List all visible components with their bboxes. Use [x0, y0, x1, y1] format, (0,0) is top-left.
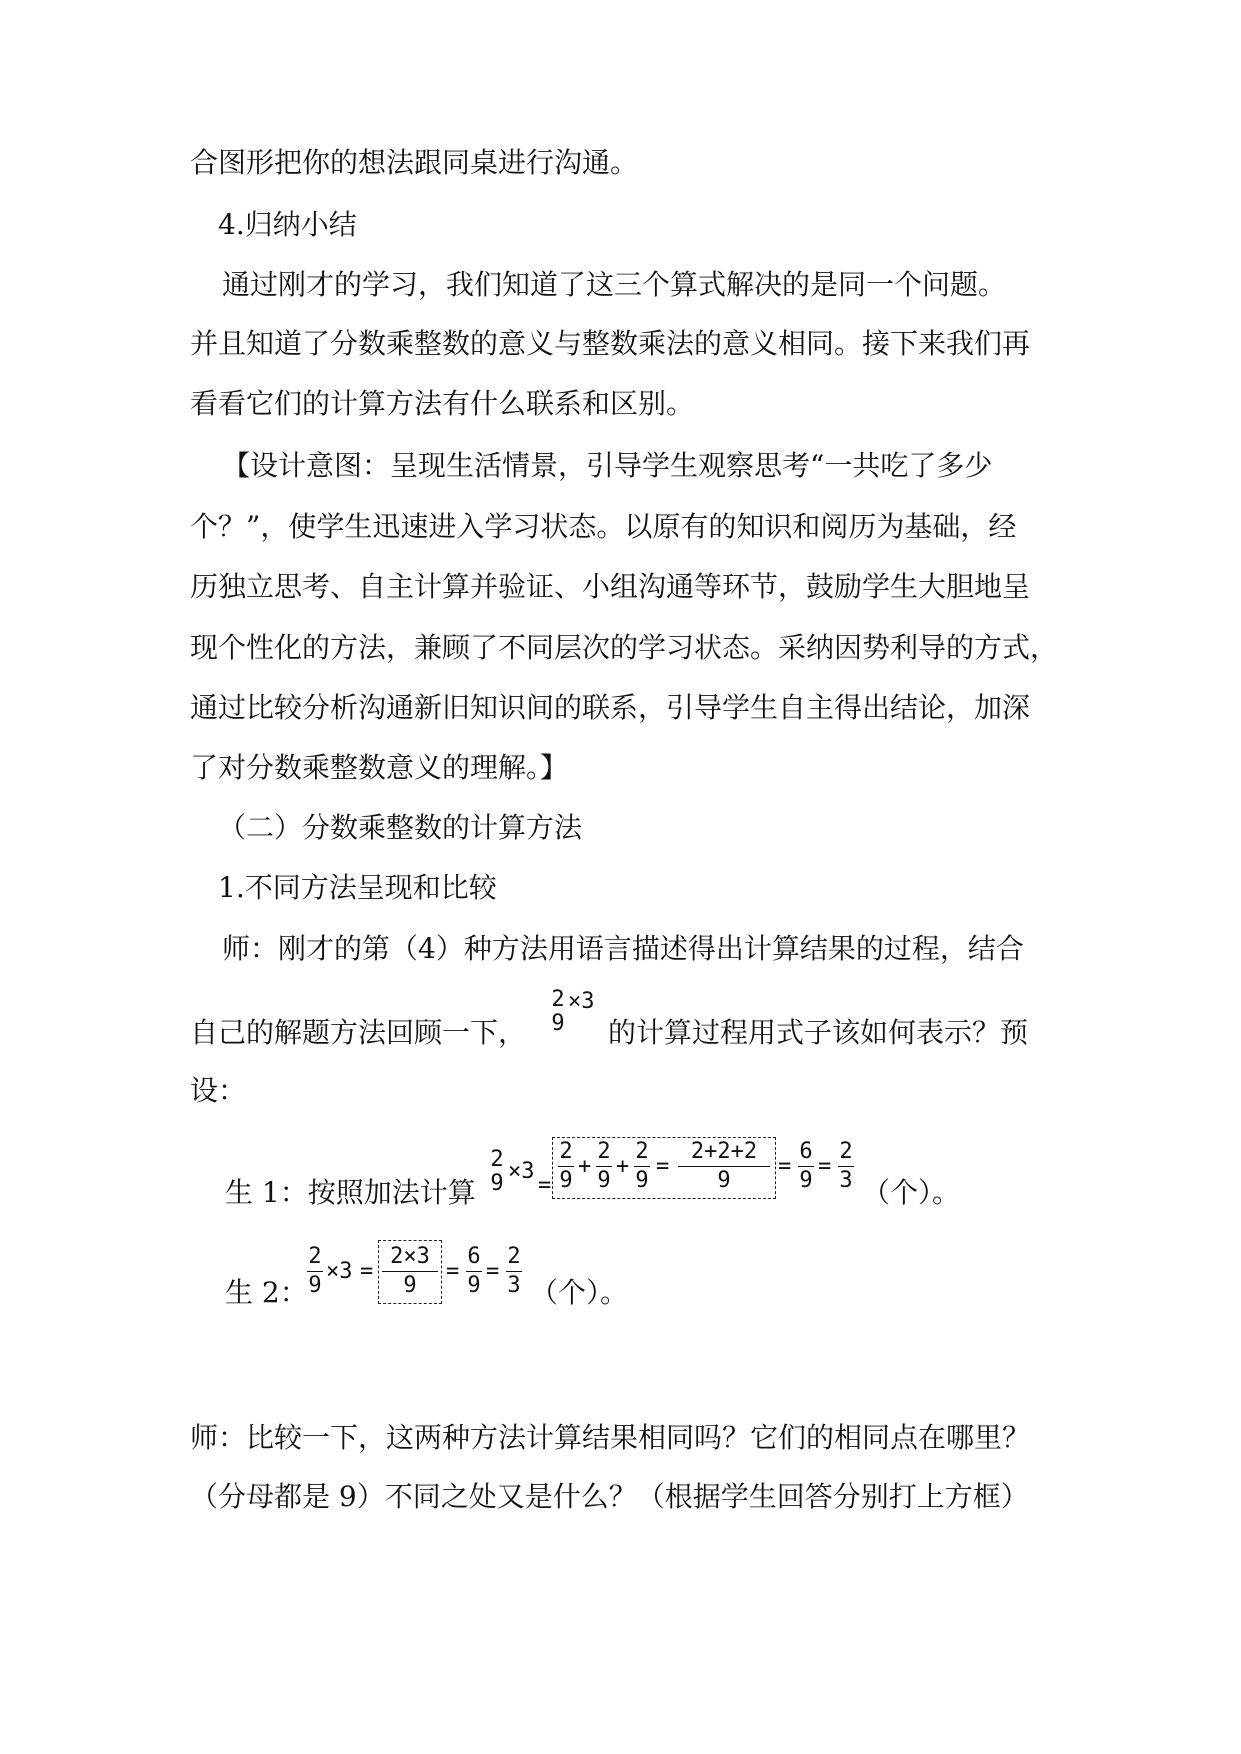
teacher-line-2-end: 的计算过程用式子该如何表示？预 — [608, 1016, 1029, 1049]
section-heading-4: 4.归纳小结 — [218, 208, 357, 241]
design-intent-line-5: 通过比较分析沟通新旧知识间的联系，引导学生自主得出结论，加深 — [190, 691, 1031, 724]
fraction-2-9: 2 9 — [551, 987, 565, 1036]
student-1-label: 生 1：按照加法计算 — [225, 1176, 476, 1209]
student-2-unit: （个）。 — [530, 1276, 629, 1309]
s1-times-three: ×3 — [508, 1159, 535, 1184]
s2-frac-prod: 2×3 9 — [382, 1245, 438, 1298]
s1-eq-4: = — [818, 1154, 832, 1179]
text-line-5: 看看它们的计算方法有什么联系和区别。 — [190, 387, 695, 420]
design-intent-line-6: 了对分数乘整数意义的理解。】 — [190, 751, 569, 784]
s2-frac-6-9: 6 9 — [467, 1244, 481, 1298]
preset-label: 设： — [190, 1074, 247, 1107]
design-intent-line-2: 个？”，使学生迅速进入学习状态。以原有的知识和阅历为基础，经 — [190, 510, 1017, 543]
s1-frac-2-3: 2 3 — [839, 1139, 853, 1193]
s1-eq-1: = — [538, 1173, 552, 1198]
s1-eq-2: = — [656, 1154, 670, 1179]
s2-eq-2: = — [446, 1259, 460, 1284]
student-1-unit: （个）。 — [862, 1176, 961, 1209]
s1-frac-2-9: 2 9 — [490, 1147, 504, 1196]
s2-frac-2-3: 2 3 — [507, 1244, 521, 1298]
s1-frac-c: 2 9 — [635, 1139, 649, 1193]
subsection-heading-1: 1.不同方法呈现和比较 — [218, 871, 497, 904]
teacher-compare-line-2: （分母都是 9）不同之处又是什么？（根据学生回答分别打上方框） — [190, 1480, 1029, 1513]
s1-plus-1: + — [578, 1154, 592, 1179]
s2-frac-2-9: 2 9 — [308, 1244, 322, 1298]
s1-frac-b: 2 9 — [597, 1139, 611, 1193]
design-intent-line-3: 历独立思考、自主计算并验证、小组沟通等环节，鼓励学生大胆地呈 — [190, 570, 1031, 603]
s2-times-three: ×3 — [326, 1259, 353, 1284]
design-intent-line-1: 【设计意图：呈现生活情景，引导学生观察思考“一共吃了多少 — [222, 449, 993, 482]
text-line-1: 合图形把你的想法跟同桌进行沟通。 — [190, 146, 639, 179]
s2-eq-3: = — [486, 1259, 500, 1284]
text-line-4: 并且知道了分数乘整数的意义与整数乘法的意义相同。接下来我们再 — [190, 327, 1031, 360]
s2-eq-1: = — [360, 1259, 374, 1284]
student-2-label: 生 2： — [225, 1276, 308, 1309]
teacher-line-2-start: 自己的解题方法回顾一下， — [190, 1016, 527, 1049]
s1-frac-a: 2 9 — [559, 1139, 573, 1193]
s1-frac-sum: 2+2+2 9 — [678, 1140, 770, 1193]
teacher-line-1: 师：刚才的第（4）种方法用语言描述得出计算结果的过程，结合 — [222, 932, 1024, 965]
text-line-3: 通过刚才的学习，我们知道了这三个算式解决的是同一个问题。 — [222, 268, 1007, 301]
times-three: ×3 — [568, 989, 595, 1014]
s1-eq-3: = — [778, 1154, 792, 1179]
design-intent-line-4: 现个性化的方法，兼顾了不同层次的学习状态。采纳因势利导的方式， — [190, 631, 1059, 664]
teacher-compare-line-1: 师：比较一下，这两种方法计算结果相同吗？它们的相同点在哪里？ — [190, 1421, 1031, 1454]
s1-plus-2: + — [616, 1154, 630, 1179]
s1-frac-6-9: 6 9 — [799, 1139, 813, 1193]
section-heading-2: （二）分数乘整数的计算方法 — [218, 811, 583, 844]
